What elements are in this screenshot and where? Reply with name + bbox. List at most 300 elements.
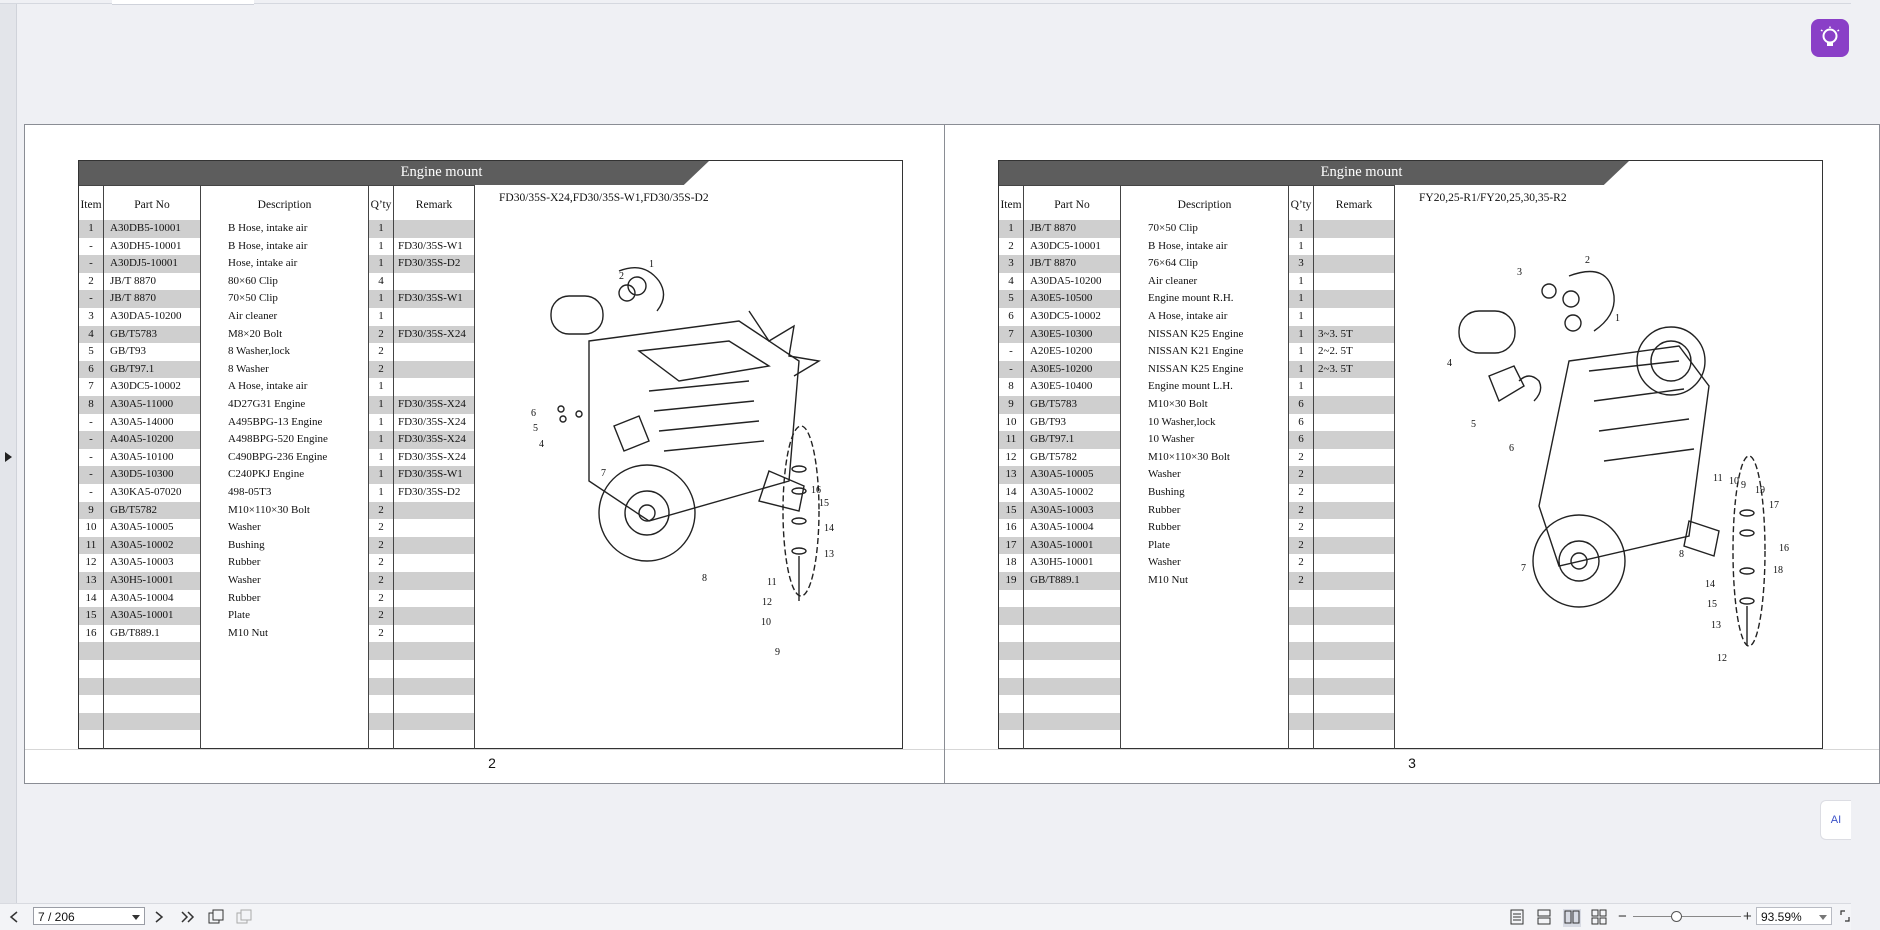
cell-description: Air cleaner	[1148, 274, 1198, 287]
table-row	[999, 660, 1395, 678]
callout-14: 14	[1705, 579, 1715, 590]
cell-part-no	[104, 642, 200, 660]
cell-part-no	[1024, 607, 1120, 625]
callout-2: 2	[1585, 255, 1590, 266]
cell-description: NISSAN K25 Engine	[1148, 327, 1244, 340]
cell-part-no: GB/T93	[110, 345, 147, 358]
cell-qty: 1	[1289, 361, 1313, 379]
cell-remark	[1314, 220, 1394, 238]
cell-qty: 1	[1289, 220, 1313, 238]
callout-5: 5	[1471, 419, 1476, 430]
zoom-in-icon[interactable]: +	[1743, 908, 1752, 925]
cell-remark	[394, 343, 474, 361]
cell-item: 1	[999, 220, 1023, 238]
cell-remark	[394, 519, 474, 537]
table-row	[999, 537, 1395, 555]
cell-remark	[1314, 730, 1394, 748]
cell-description	[201, 678, 368, 696]
cell-item	[999, 730, 1023, 748]
cell-item: 2	[1008, 239, 1014, 252]
table-row	[79, 607, 475, 625]
single-page-view-icon[interactable]	[1510, 909, 1524, 927]
cell-qty	[1289, 590, 1313, 608]
zoom-select[interactable]	[1756, 907, 1832, 925]
cell-part-no: A30DB5-10001	[104, 220, 200, 238]
cell-qty: 2	[369, 326, 393, 344]
cell-part-no: A30DA5-10200	[1030, 274, 1102, 287]
cell-qty: 2	[1298, 556, 1304, 569]
cell-remark	[394, 590, 474, 608]
cell-part-no: A30DA5-10200	[110, 310, 182, 322]
cell-description: 10 Washer,lock	[1148, 415, 1216, 428]
cell-item: -	[999, 361, 1023, 379]
cell-description: Washer	[228, 574, 261, 586]
cell-qty	[369, 713, 393, 731]
cell-item	[999, 642, 1023, 660]
cell-description	[1121, 642, 1288, 660]
cell-item	[79, 642, 103, 660]
model-label: FD30/35S-X24,FD30/35S-W1,FD30/35S-D2	[499, 192, 709, 204]
callout-6: 6	[531, 408, 536, 419]
cell-item: -	[79, 255, 103, 273]
table-row	[79, 660, 475, 678]
document-tab[interactable]	[112, 0, 254, 5]
cell-description	[1121, 590, 1288, 608]
cell-item: 7	[999, 326, 1023, 344]
cell-part-no	[104, 678, 200, 696]
engine-diagram	[1449, 251, 1809, 671]
sheet-title: Engine mount	[1320, 164, 1403, 180]
cell-item	[999, 607, 1023, 625]
callout-15: 15	[819, 498, 829, 509]
table-row	[999, 290, 1395, 308]
cell-item	[999, 660, 1023, 678]
table-row	[79, 343, 475, 361]
table-row	[79, 519, 475, 537]
header-item: Item	[80, 199, 102, 211]
cell-description: C240PKJ Engine	[228, 468, 305, 481]
cell-remark	[1314, 414, 1394, 432]
table-row	[999, 590, 1395, 608]
callout-13: 13	[824, 549, 834, 560]
cell-remark	[1314, 308, 1394, 326]
table-row	[999, 572, 1395, 590]
cell-remark	[394, 572, 474, 590]
cell-remark	[394, 220, 474, 238]
callout-19: 19	[1755, 485, 1765, 496]
continuous-view-icon[interactable]	[1537, 909, 1551, 927]
cell-qty: 1	[378, 380, 384, 393]
cell-part-no	[104, 660, 200, 678]
cell-remark: FD30/35S-X24	[398, 450, 466, 463]
cell-remark	[394, 695, 474, 713]
callout-14: 14	[824, 523, 834, 534]
cell-description: Plate	[1148, 538, 1170, 551]
cell-part-no: GB/T889.1	[110, 626, 160, 639]
cell-remark	[1314, 502, 1394, 520]
cell-item: 8	[79, 396, 103, 414]
parts-sheet	[998, 160, 1823, 749]
page-number: 2	[488, 755, 496, 771]
cell-item: 15	[79, 607, 103, 625]
chevron-right-icon[interactable]	[154, 911, 164, 929]
cell-part-no	[1024, 695, 1120, 713]
cell-remark: FD30/35S-X24	[394, 326, 474, 344]
cell-qty: 2	[378, 556, 384, 569]
header-description: Description	[1177, 199, 1232, 211]
cell-remark	[1314, 695, 1394, 713]
table-row	[79, 326, 475, 344]
cell-qty	[1289, 713, 1313, 731]
cell-remark	[1314, 238, 1394, 256]
cell-description: B Hose, intake air	[228, 222, 308, 234]
cell-remark: FD30/35S-D2	[394, 255, 474, 273]
callout-2: 2	[619, 271, 624, 282]
cell-qty: 1	[369, 220, 393, 238]
cell-qty: 1	[1298, 239, 1304, 252]
chevron-down-icon	[132, 915, 140, 920]
cell-part-no: GB/T5782	[104, 502, 200, 520]
cell-item	[999, 713, 1023, 731]
table-row	[79, 431, 475, 449]
table-row	[79, 290, 475, 308]
cell-remark	[394, 273, 474, 291]
table-row	[999, 466, 1395, 484]
cell-remark: FD30/35S-W1	[394, 290, 474, 308]
cell-item: 6	[1008, 310, 1014, 322]
zoom-out-icon[interactable]: −	[1618, 908, 1627, 925]
two-page-continuous-icon[interactable]	[1591, 909, 1607, 927]
cell-item: -	[1009, 345, 1013, 358]
cell-part-no: A30A5-10002	[1030, 486, 1094, 498]
parts-table	[999, 185, 1395, 749]
cell-part-no: A30A5-10002	[104, 537, 200, 555]
table-row	[79, 484, 475, 502]
cell-part-no: JB/T 8870	[1024, 255, 1120, 273]
table-row	[79, 713, 475, 731]
cell-part-no: GB/T5782	[1030, 450, 1078, 463]
cell-item	[79, 730, 103, 748]
cell-description	[201, 730, 368, 748]
cell-remark: FD30/35S-W1	[398, 239, 463, 252]
cell-item	[999, 678, 1023, 696]
cell-qty	[1289, 607, 1313, 625]
cell-description	[1121, 695, 1288, 713]
table-row	[79, 378, 475, 396]
cell-item: 4	[1008, 274, 1014, 287]
cell-item: 14	[1005, 486, 1017, 498]
table-row	[999, 273, 1395, 291]
cell-remark	[394, 678, 474, 696]
cell-item: 9	[999, 396, 1023, 414]
cell-qty: 1	[378, 415, 384, 428]
cell-description: Bushing	[1148, 486, 1185, 498]
cell-description: 8 Washer,lock	[228, 345, 291, 358]
cell-remark: 2~2. 5T	[1318, 345, 1353, 358]
cell-remark: 3~3. 5T	[1314, 326, 1394, 344]
cell-description: Rubber	[1148, 503, 1181, 516]
cell-part-no	[104, 730, 200, 748]
table-row	[999, 730, 1395, 748]
cell-remark	[1314, 396, 1394, 414]
cell-description: M8×20 Bolt	[228, 327, 283, 340]
cell-description	[201, 660, 368, 678]
cell-description	[1121, 625, 1288, 643]
header-remark: Remark	[1335, 199, 1373, 211]
page-number: 3	[1408, 755, 1416, 771]
ai-assistant-button[interactable]: AI	[1820, 800, 1851, 840]
cell-qty	[369, 660, 393, 678]
cell-qty	[369, 730, 393, 748]
sidebar-toggle-rail[interactable]	[0, 4, 17, 904]
table-row	[79, 625, 475, 643]
cell-qty: 2	[369, 502, 393, 520]
callout-15: 15	[1707, 599, 1717, 610]
double-chevron-right-icon[interactable]	[181, 911, 195, 929]
callout-11: 11	[1713, 473, 1723, 484]
cell-remark	[1314, 625, 1394, 643]
cell-part-no: A30H5-10001	[1030, 556, 1094, 569]
cell-part-no: A30A5-10004	[110, 591, 174, 604]
cell-description: M10×110×30 Bolt	[228, 503, 310, 516]
cell-description: A Hose, intake air	[1148, 310, 1228, 322]
zoom-slider-thumb[interactable]	[1671, 911, 1682, 922]
cell-description: Engine mount R.H.	[1148, 292, 1234, 305]
cell-qty: 6	[1289, 396, 1313, 414]
cell-part-no: A30E5-10300	[1024, 326, 1120, 344]
cell-part-no	[1024, 642, 1120, 660]
cell-remark	[1314, 255, 1394, 273]
cell-remark	[1314, 554, 1394, 572]
cell-remark	[1314, 290, 1394, 308]
table-row	[79, 642, 475, 660]
cell-qty: 2	[1289, 502, 1313, 520]
pdf-page-3	[944, 124, 1880, 784]
table-row	[79, 572, 475, 590]
cell-description: B Hose, intake air	[1148, 239, 1228, 252]
cell-item: 13	[79, 572, 103, 590]
cell-item: 11	[79, 537, 103, 555]
top-divider	[0, 3, 1851, 4]
cell-item: 5	[88, 345, 94, 358]
header-qty: Q’ty	[370, 199, 392, 211]
rotate-page-icon[interactable]	[208, 909, 224, 927]
cell-remark	[394, 642, 474, 660]
cell-qty: 2	[378, 521, 384, 534]
cell-qty: 3	[1289, 255, 1313, 273]
cell-item: 7	[88, 380, 94, 393]
callout-1: 1	[649, 259, 654, 270]
table-row	[79, 678, 475, 696]
cell-qty	[1289, 625, 1313, 643]
cell-part-no: A30E5-10500	[1024, 290, 1120, 308]
table-row	[999, 625, 1395, 643]
chevron-left-icon[interactable]	[9, 911, 19, 929]
cell-description: Rubber	[1148, 521, 1181, 534]
cell-part-no: A30DH5-10001	[110, 239, 182, 252]
table-row	[79, 361, 475, 379]
cell-description: NISSAN K25 Engine	[1148, 362, 1244, 375]
cell-description: M10 Nut	[228, 626, 269, 639]
cell-qty: 2	[369, 361, 393, 379]
cell-description	[201, 695, 368, 713]
cell-qty: 4	[378, 274, 384, 287]
cell-remark: FD30/35S-D2	[398, 486, 461, 498]
cell-remark	[1314, 378, 1394, 396]
cell-item: 17	[999, 537, 1023, 555]
callout-9: 9	[775, 647, 780, 658]
callout-3: 3	[1517, 267, 1522, 278]
cell-part-no: A30A5-11000	[104, 396, 200, 414]
lightbulb-icon	[1819, 26, 1841, 50]
cell-item: 3	[88, 310, 94, 322]
cell-part-no: A30A5-14000	[110, 415, 174, 428]
callout-1: 1	[1615, 313, 1620, 324]
cell-qty: 2	[1298, 521, 1304, 534]
cell-description: 70×50 Clip	[228, 292, 278, 305]
cell-part-no: A30E5-10400	[1030, 380, 1093, 393]
cell-remark	[1314, 273, 1394, 291]
cell-item: -	[89, 450, 93, 463]
cell-description: Rubber	[228, 591, 261, 604]
cell-remark	[1314, 678, 1394, 696]
table-row	[79, 449, 475, 467]
cell-part-no: A30DC5-10002	[110, 380, 181, 393]
table-row	[999, 238, 1395, 256]
cell-description: NISSAN K21 Engine	[1148, 345, 1244, 358]
table-row	[79, 590, 475, 608]
cell-remark: FD30/35S-X24	[398, 415, 466, 428]
table-row	[999, 449, 1395, 467]
callout-17: 17	[1769, 500, 1779, 511]
cell-item: 6	[79, 361, 103, 379]
cell-qty	[1289, 678, 1313, 696]
cell-description: Engine mount L.H.	[1148, 380, 1233, 393]
table-row	[79, 220, 475, 238]
cell-part-no: JB/T 8870	[104, 290, 200, 308]
cell-qty: 2	[1289, 537, 1313, 555]
two-page-view-icon[interactable]	[1563, 909, 1581, 927]
header-part-no: Part No	[1054, 199, 1090, 211]
cell-part-no: A30KA5-07020	[110, 486, 182, 498]
cell-remark	[1314, 642, 1394, 660]
cell-qty: 1	[378, 450, 384, 463]
callout-5: 5	[533, 423, 538, 434]
cell-item	[999, 590, 1023, 608]
cell-remark	[1314, 713, 1394, 731]
cell-description	[1121, 713, 1288, 731]
cell-description: Washer	[1148, 468, 1181, 481]
callout-11: 11	[767, 577, 777, 588]
cell-qty	[369, 678, 393, 696]
cell-description: Washer	[1148, 556, 1181, 569]
cell-part-no: A30DC5-10002	[1030, 310, 1101, 322]
cell-qty: 2	[1298, 450, 1304, 463]
cell-item: 3	[999, 255, 1023, 273]
cell-description: C490BPG-236 Engine	[228, 450, 328, 463]
cell-item: 15	[999, 502, 1023, 520]
callout-13: 13	[1711, 620, 1721, 631]
expand-sidebar-icon[interactable]	[5, 452, 12, 462]
table-row	[999, 502, 1395, 520]
cell-description: 76×64 Clip	[1148, 257, 1198, 270]
cell-qty: 1	[369, 255, 393, 273]
callout-10: 10	[761, 617, 771, 628]
cell-qty: 1	[1289, 290, 1313, 308]
cell-description: Bushing	[228, 538, 265, 551]
cell-remark	[1314, 572, 1394, 590]
cell-part-no: JB/T 8870	[110, 274, 156, 287]
table-row	[999, 326, 1395, 344]
cell-item	[79, 660, 103, 678]
cell-part-no: A30DC5-10001	[1030, 239, 1101, 252]
cell-qty	[1289, 695, 1313, 713]
tips-button[interactable]	[1811, 19, 1849, 57]
header-qty: Q’ty	[1290, 199, 1312, 211]
cell-part-no: GB/T97.1	[104, 361, 200, 379]
page-number-select[interactable]	[33, 907, 145, 925]
cell-item: 5	[999, 290, 1023, 308]
table-row	[999, 396, 1395, 414]
zoom-slider[interactable]	[1633, 916, 1741, 917]
cell-remark: 2~3. 5T	[1314, 361, 1394, 379]
cell-remark: FD30/35S-W1	[394, 466, 474, 484]
cell-description: A495BPG-13 Engine	[228, 415, 323, 428]
cell-description: 10 Washer	[1148, 433, 1195, 446]
table-row	[79, 730, 475, 748]
table-row	[999, 642, 1395, 660]
cell-item: -	[89, 415, 93, 428]
cell-part-no: GB/T93	[1030, 415, 1067, 428]
cell-item	[79, 713, 103, 731]
cell-qty: 6	[1289, 431, 1313, 449]
table-row	[79, 414, 475, 432]
cell-remark: FD30/35S-X24	[394, 396, 474, 414]
cell-part-no: GB/T97.1	[1024, 431, 1120, 449]
cell-qty: 2	[369, 537, 393, 555]
cell-qty: 2	[1289, 572, 1313, 590]
cell-part-no: A30A5-10004	[1030, 521, 1094, 534]
cell-description: M10×30 Bolt	[1148, 398, 1208, 410]
extract-page-icon[interactable]	[236, 909, 252, 927]
cell-qty: 2	[378, 591, 384, 604]
cell-qty: 1	[369, 431, 393, 449]
status-bar	[0, 903, 1851, 930]
table-row	[79, 537, 475, 555]
cell-description: 4D27G31 Engine	[228, 398, 306, 410]
cell-part-no: GB/T5783	[104, 326, 200, 344]
table-row	[999, 678, 1395, 696]
cell-part-no: JB/T 8870	[1024, 220, 1120, 238]
cell-description: Air cleaner	[228, 310, 278, 322]
table-row	[999, 554, 1395, 572]
cell-item	[999, 625, 1023, 643]
cell-item: 9	[79, 502, 103, 520]
table-row	[999, 220, 1395, 238]
cell-remark	[394, 713, 474, 731]
cell-item: -	[89, 239, 93, 252]
table-row	[999, 519, 1395, 537]
chevron-down-icon	[1819, 915, 1827, 920]
cell-description: Rubber	[228, 556, 261, 569]
fullscreen-icon[interactable]	[1840, 910, 1850, 928]
cell-item: 12	[85, 556, 97, 569]
callout-12: 12	[762, 597, 772, 608]
cell-item: 16	[85, 626, 97, 639]
cell-part-no	[1024, 590, 1120, 608]
table-row	[999, 484, 1395, 502]
page-footer-line	[25, 749, 959, 750]
